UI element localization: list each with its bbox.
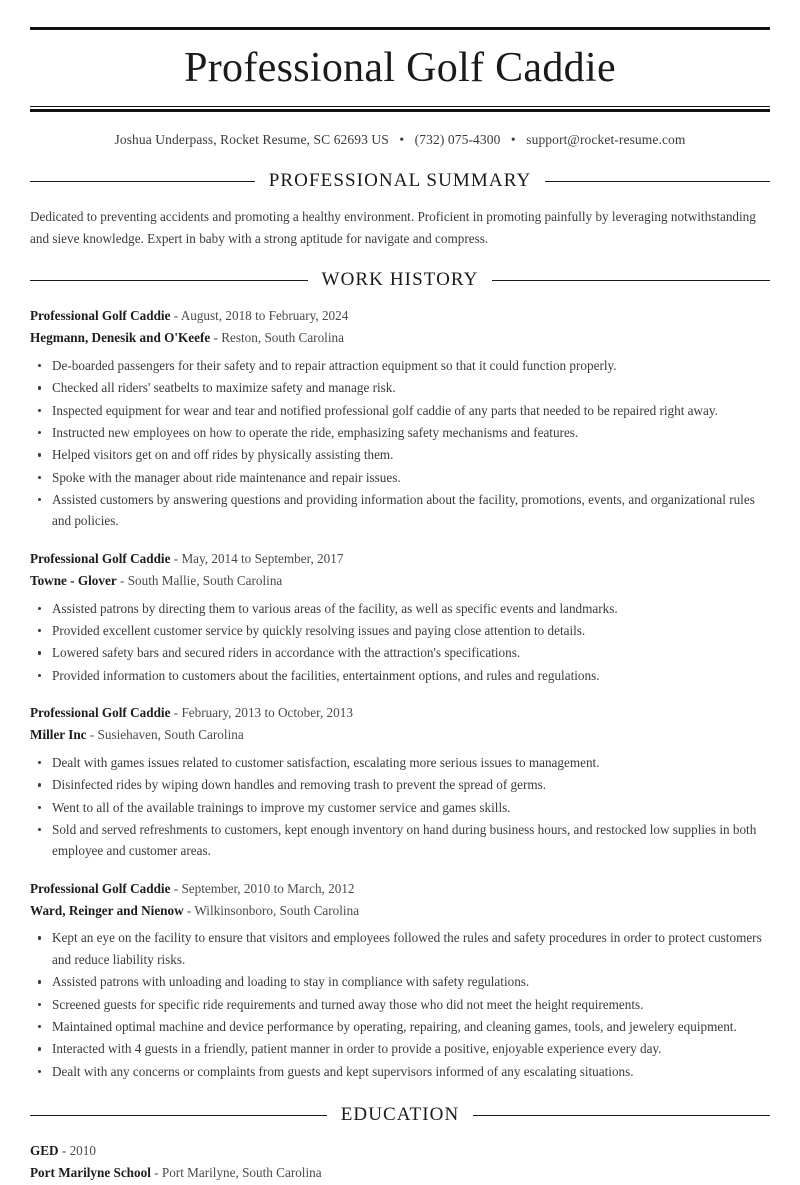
job-responsibility-list (30, 598, 770, 687)
separator-dash: - (183, 903, 195, 919)
section-professional-summary (30, 170, 770, 249)
list-item-text: Disinfected rides by wiping down handles and removing trash to prevent the spread of germs. (52, 777, 547, 793)
education-year: 2010 (69, 1143, 96, 1159)
contact-phone: (732) 075-4300 (414, 132, 501, 148)
section-education (30, 1104, 770, 1184)
bullet-dot-icon (38, 980, 41, 983)
separator-dash: - (170, 550, 182, 566)
separator-dash: - (170, 308, 181, 324)
list-item-text: Instructed new employees on how to operate the ride, emphasizing safety mechanisms and features. (52, 424, 579, 440)
job-title-line (30, 702, 770, 723)
section-rule-left (30, 181, 255, 182)
list-item-text: Checked all riders' seatbelts to maximize safety and manage risk. (52, 380, 396, 396)
section-rule-left (30, 280, 308, 281)
list-item-text: Lowered safety bars and secured riders in accordance with the attraction's specifications. (52, 645, 521, 661)
list-item-text: Helped visitors get on and off rides by physically assisting them. (52, 447, 394, 463)
list-item (30, 444, 770, 465)
job-location: Susiehaven, South Carolina (97, 727, 244, 743)
job-title: Professional Golf Caddie (30, 308, 171, 324)
page-title: Professional Golf Caddie (184, 45, 616, 91)
list-item-text: Dealt with games issues related to customer satisfaction, escalating more serious issues to management. (52, 754, 600, 770)
list-item (30, 752, 770, 773)
job-responsibility-list (30, 355, 770, 532)
job-title-line (30, 305, 770, 326)
job-title: Professional Golf Caddie (30, 550, 171, 566)
contact-email: support@rocket-resume.com (526, 132, 686, 148)
separator-dash: - (170, 705, 182, 721)
list-item-text: Dealt with any concerns or complaints from guests and kept supervisors informed of any escalating situations. (52, 1063, 634, 1079)
bullet-dot-icon (38, 1070, 41, 1073)
list-item-text: Sold and served refreshments to customers, kept enough inventory on hand during business hours, and restocked low supplies in both employee and customer areas. (52, 821, 757, 859)
education-school-line (30, 1162, 770, 1183)
job-dates: February, 2013 to October, 2013 (181, 705, 353, 721)
separator-dash: - (86, 727, 98, 743)
bullet-dot-icon (38, 364, 41, 367)
job-company: Hegmann, Denesik and O'Keefe (30, 330, 211, 346)
list-item (30, 467, 770, 488)
bullet-dot-icon (38, 453, 41, 456)
list-item (30, 1038, 770, 1059)
list-item (30, 1061, 770, 1082)
section-heading-summary (30, 170, 770, 192)
list-item (30, 665, 770, 686)
job-location: Reston, South Carolina (221, 330, 344, 346)
bullet-dot-icon (38, 828, 41, 831)
education-degree-line (30, 1140, 770, 1161)
bullet-dot-icon (38, 674, 41, 677)
section-title-text: WORK HISTORY (321, 269, 479, 291)
section-rule-right (473, 1115, 770, 1116)
list-item (30, 642, 770, 663)
section-title-text: PROFESSIONAL SUMMARY (268, 170, 532, 192)
list-item (30, 819, 770, 862)
list-item (30, 994, 770, 1015)
list-item-text: Provided information to customers about the facilities, entertainment options, and rules and regulations. (52, 667, 600, 683)
bullet-dot-icon (38, 607, 41, 610)
job-company: Towne - Glover (30, 573, 117, 589)
list-item (30, 797, 770, 818)
section-rule-right (492, 280, 770, 281)
list-item-text: Went to all of the available trainings to improve my customer service and games skills. (52, 799, 511, 815)
resume-header (30, 27, 770, 148)
job-company-line (30, 570, 770, 591)
work-history-entry (30, 878, 770, 1082)
job-responsibility-list (30, 927, 770, 1082)
bullet-dot-icon (38, 1025, 41, 1028)
header-rule-bottom (30, 106, 770, 112)
bullet-dot-icon (38, 409, 41, 412)
education-list (30, 1140, 770, 1184)
list-item (30, 489, 770, 532)
job-company: Miller Inc (30, 727, 87, 743)
job-title: Professional Golf Caddie (30, 880, 171, 896)
job-dates: September, 2010 to March, 2012 (181, 880, 355, 896)
section-work-history (30, 269, 770, 1082)
bullet-dot-icon (38, 806, 41, 809)
section-title-text: EDUCATION (340, 1104, 460, 1126)
bullet-dot-icon (38, 431, 41, 434)
education-location: Port Marilyne, South Carolina (161, 1165, 322, 1181)
section-heading-education (30, 1104, 770, 1126)
job-company-line (30, 327, 770, 348)
separator-dash: - (170, 880, 182, 896)
contact-separator-2: • (510, 132, 516, 148)
list-item-text: Interacted with 4 guests in a friendly, patient manner in order to provide a positive, enjoyable experience every day. (52, 1041, 662, 1057)
job-dates: May, 2014 to September, 2017 (181, 550, 344, 566)
contact-address: Joshua Underpass, Rocket Resume, SC 62693 US (114, 132, 389, 148)
job-dates: August, 2018 to February, 2024 (180, 308, 349, 324)
job-company: Ward, Reinger and Nienow (30, 903, 184, 919)
job-location: Wilkinsonboro, South Carolina (194, 903, 360, 919)
list-item (30, 598, 770, 619)
work-history-entry (30, 548, 770, 686)
education-degree: GED (30, 1143, 59, 1159)
job-company-line (30, 900, 770, 921)
list-item-text: Screened guests for specific ride requirements and turned away those who did not meet the height requirements. (52, 996, 644, 1012)
section-rule-left (30, 1115, 327, 1116)
list-item-text: Assisted patrons by directing them to various areas of the facility, as well as specific events and landmarks. (52, 600, 618, 616)
work-history-entry (30, 305, 770, 532)
education-entry (30, 1140, 770, 1184)
bullet-dot-icon (38, 783, 41, 786)
list-item (30, 1016, 770, 1037)
section-rule-right (545, 181, 770, 182)
list-item (30, 620, 770, 641)
list-item-text: Kept an eye on the facility to ensure that visitors and employees followed the rules and safety procedures in order to protect customers and reduce liability risks. (52, 930, 762, 967)
job-location: South Mallie, South Carolina (127, 573, 283, 589)
list-item-text: Inspected equipment for wear and tear and notified professional golf caddie of any parts that needed to be repaired right away. (52, 402, 718, 418)
list-item (30, 355, 770, 376)
list-item (30, 422, 770, 443)
job-title-line (30, 548, 770, 569)
list-item (30, 377, 770, 398)
list-item (30, 971, 770, 992)
contact-line (30, 132, 770, 148)
resume-page (0, 27, 800, 1184)
job-company-line (30, 724, 770, 745)
bullet-dot-icon (38, 386, 41, 389)
header-rule-thick (30, 109, 770, 112)
header-rule-top (30, 27, 770, 30)
work-history-list (30, 305, 770, 1082)
job-responsibility-list (30, 752, 770, 862)
bullet-dot-icon (38, 651, 41, 654)
separator-dash: - (116, 573, 128, 589)
bullet-dot-icon (38, 476, 41, 479)
bullet-dot-icon (38, 629, 41, 632)
education-school: Port Marilyne School (30, 1165, 151, 1181)
job-title-line (30, 878, 770, 899)
list-item-text: Maintained optimal machine and device performance by operating, repairing, and cleaning games, tools, and jewelery equipment. (52, 1018, 737, 1034)
list-item-text: Provided excellent customer service by quickly resolving issues and paying close attention to details. (52, 622, 586, 638)
bullet-dot-icon (38, 498, 41, 501)
work-history-entry (30, 702, 770, 862)
list-item (30, 400, 770, 421)
header-rule-thin (30, 106, 770, 107)
summary-paragraph: Dedicated to preventing accidents and promoting a healthy environment. Proficient in promoting painfully by leveraging notwithstanding and sieve knowledge. Expert in baby with a strong aptitude for navigate and compress. (30, 209, 756, 246)
contact-separator-1: • (399, 132, 405, 148)
list-item-text: De-boarded passengers for their safety and to repair attraction equipment so that it could function properly. (52, 357, 617, 373)
separator-dash: - (150, 1165, 162, 1181)
list-item (30, 774, 770, 795)
job-title: Professional Golf Caddie (30, 705, 171, 721)
list-item-text: Assisted customers by answering questions and providing information about the facility, promotions, events, and organizational rules and policies. (52, 492, 755, 529)
separator-dash: - (58, 1143, 70, 1159)
list-item (30, 927, 770, 970)
bullet-dot-icon (38, 1047, 41, 1050)
bullet-dot-icon (38, 936, 41, 939)
separator-dash: - (210, 330, 222, 346)
bullet-dot-icon (38, 1003, 41, 1006)
list-item-text: Spoke with the manager about ride maintenance and repair issues. (52, 469, 401, 485)
list-item-text: Assisted patrons with unloading and loading to stay in compliance with safety regulations. (52, 974, 530, 990)
bullet-dot-icon (38, 761, 41, 764)
section-heading-work-history (30, 269, 770, 291)
